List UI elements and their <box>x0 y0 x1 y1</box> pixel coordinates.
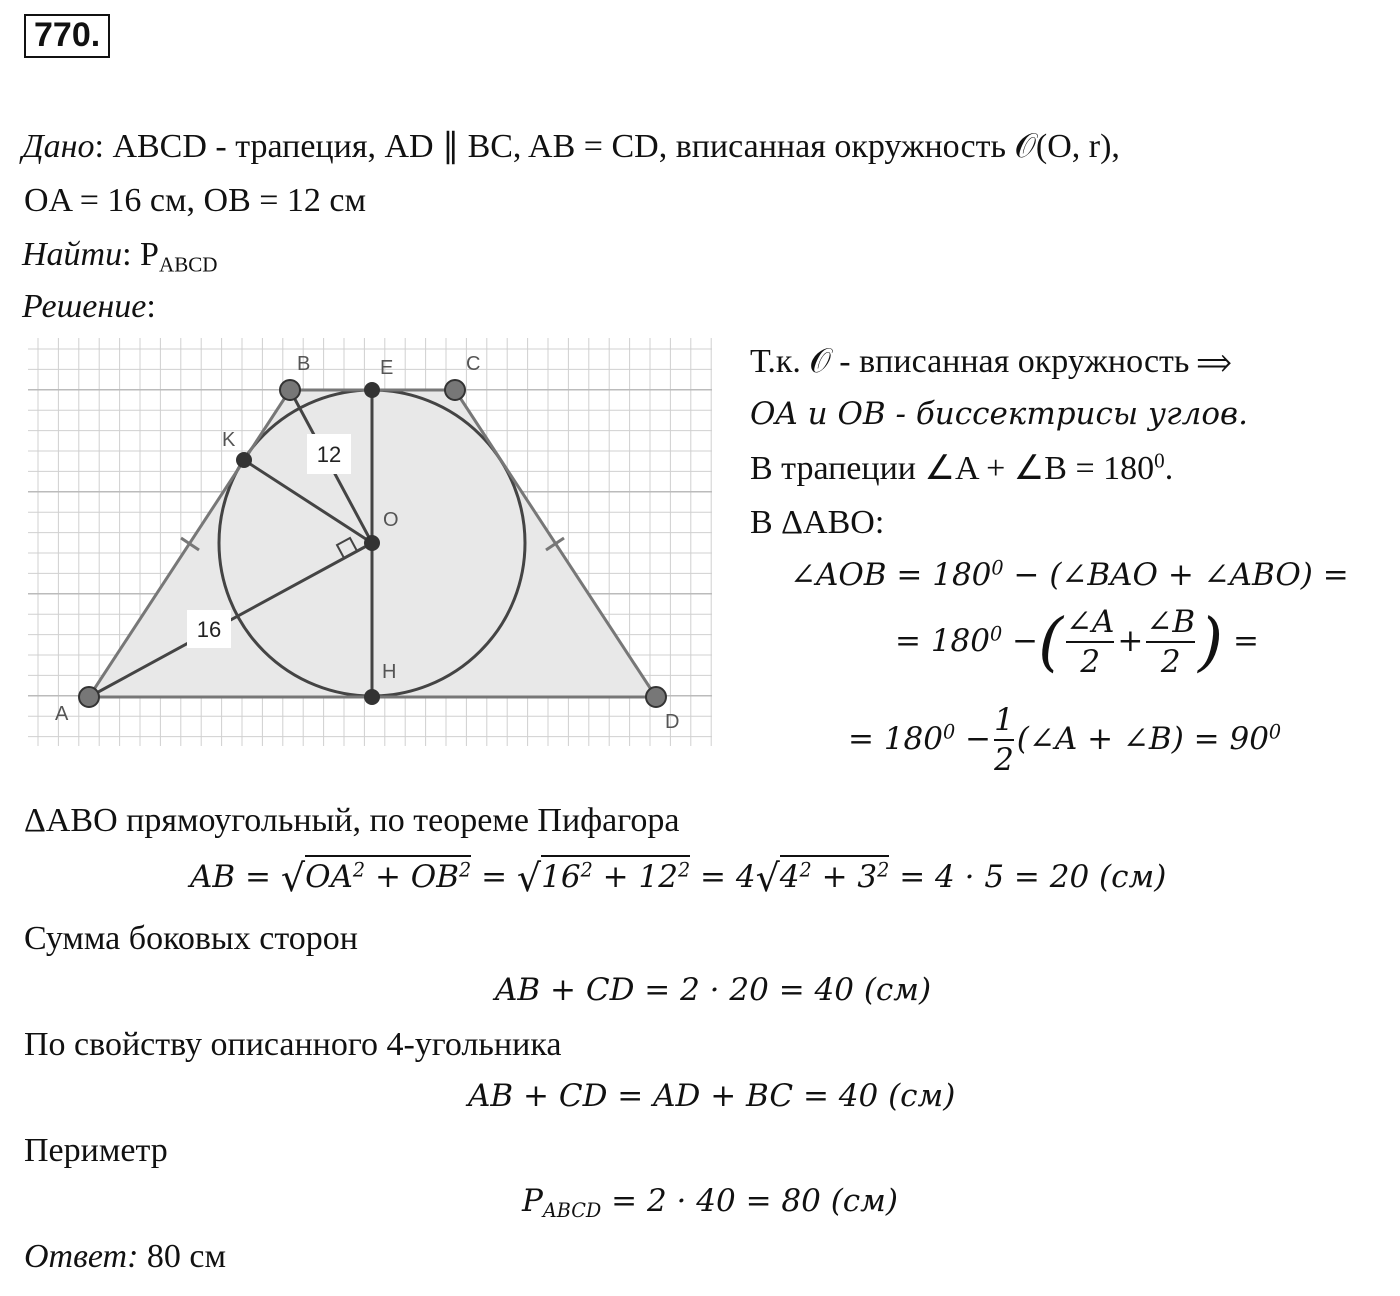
solution-colon: : <box>146 288 156 325</box>
r1-s2: 2 <box>459 858 472 882</box>
reason-5-sup: 0 <box>991 556 1004 580</box>
sqrt-4-3: $√4^2 + 3^2$ <box>755 856 890 900</box>
ab-lhs: AB = <box>190 859 281 895</box>
label-o: O <box>383 509 399 531</box>
frac2-num: ∠B <box>1146 604 1196 640</box>
point-b <box>280 380 300 400</box>
trapezoid-figure <box>0 0 720 760</box>
sqrt-16-12: $√16^2 + 12^2$ <box>516 856 691 900</box>
triangle-statement: ΔABO прямоугольный, по теореме Пифагора <box>24 802 680 839</box>
point-k <box>236 452 252 468</box>
r1-b: + OB <box>365 859 459 895</box>
reason-line-3 <box>750 448 1174 487</box>
sqrt-oa-ob: $√OA^2 + OB^2$ <box>280 856 472 900</box>
point-d <box>646 687 666 707</box>
reason-6b: − <box>1002 623 1039 660</box>
label-e: E <box>380 357 394 379</box>
ab-formula <box>190 856 1166 900</box>
property-label: По свойству описанного 4-угольника <box>24 1026 562 1063</box>
r2-a: 16 <box>541 859 581 895</box>
label-b: B <box>297 353 311 375</box>
reason-3a: В трапеции ∠A + ∠B = 180 <box>750 450 1155 487</box>
r2-s2: 2 <box>677 858 691 882</box>
frac2-den: 2 <box>1146 641 1195 681</box>
point-c <box>445 380 465 400</box>
r3-s1: 2 <box>799 858 812 882</box>
reason-5b: − (∠BAO + ∠ABO) = <box>1003 557 1349 593</box>
reason-line-2: OA и OB - биссектрисы углов. <box>750 396 1248 432</box>
reason-5a: ∠AOB = 180 <box>790 557 992 593</box>
label-d: D <box>665 711 680 733</box>
r1-s1: 2 <box>352 858 366 882</box>
reason-line-6 <box>895 605 1259 680</box>
property-formula: AB + CD = AD + BC = 40 (см) <box>468 1078 956 1114</box>
r2-b: + 12 <box>592 859 678 895</box>
sum-label: Сумма боковых сторон <box>24 920 358 957</box>
point-e <box>364 382 380 398</box>
reason-line-5 <box>790 556 1349 593</box>
length-label-oa: 16 <box>196 617 222 642</box>
find-sub: ABCD <box>158 252 218 277</box>
find-label: Найти <box>22 236 123 273</box>
frac3-den: 2 <box>994 739 1014 779</box>
reason-6a: = 180 <box>895 623 990 660</box>
perimeter-label: Периметр <box>24 1132 168 1169</box>
reason-7a: = 180 <box>848 721 943 758</box>
sum-formula: AB + CD = 2 · 20 = 40 (см) <box>495 972 932 1008</box>
given-text-1: : ABCD - трапеция, AD ∥ BC, AB = CD, вписанная окружность 𝒪(O, r), <box>94 128 1120 165</box>
label-k: K <box>222 429 236 451</box>
r1-a: OA <box>305 859 353 895</box>
reason-line-4: В ΔABO: <box>750 504 885 541</box>
r2-s1: 2 <box>580 858 593 882</box>
point-a <box>79 687 99 707</box>
r3-a: 4 <box>779 859 800 895</box>
fraction-a-half <box>1066 605 1114 680</box>
frac1-den: 2 <box>1066 641 1114 681</box>
ab-mid1: = <box>471 859 517 895</box>
reason-6-sup: 0 <box>990 622 1003 646</box>
answer-line <box>24 1240 226 1274</box>
perim-rest: = 2 · 40 = 80 (см) <box>601 1183 898 1219</box>
ab-mid2: = 4 <box>690 859 756 895</box>
reason-7-sup2: 0 <box>1268 720 1282 744</box>
answer-label: Ответ: <box>24 1238 139 1275</box>
fraction-b-half <box>1146 605 1195 680</box>
frac1-num: ∠A <box>1066 604 1115 640</box>
point-h <box>364 689 380 705</box>
answer-value: 80 см <box>138 1238 226 1275</box>
paren-open: ( <box>1038 605 1064 680</box>
label-a: A <box>55 703 69 725</box>
reason-7c: (∠A + ∠B) = 90 <box>1016 721 1269 758</box>
frac3-num: 1 <box>994 702 1014 738</box>
problem-number: 770. <box>24 14 110 58</box>
perim-sub: ABCD <box>542 1198 602 1222</box>
reason-line-7 <box>848 703 1281 778</box>
find-rest: : P <box>122 236 159 273</box>
given-label: Дано <box>22 128 95 165</box>
reason-3b: . <box>1164 450 1174 487</box>
given-line-2: OA = 16 см, OB = 12 см <box>24 182 367 219</box>
point-o <box>364 535 380 551</box>
solution-label: Решение <box>22 288 147 325</box>
ab-end: = 4 · 5 = 20 (см) <box>889 859 1167 895</box>
reason-line-1: Т.к. 𝒪 - вписанная окружность ⟹ <box>750 343 1232 380</box>
reason-6-plus: + <box>1117 623 1144 660</box>
perimeter-formula <box>522 1183 898 1222</box>
label-c: C <box>466 353 481 375</box>
perim-p: P <box>522 1183 543 1219</box>
reason-7b: − <box>955 721 992 758</box>
paren-close: ) <box>1198 605 1224 680</box>
reason-7-sup: 0 <box>943 720 956 744</box>
reason-3-sup: 0 <box>1154 448 1165 473</box>
reason-6-end: = <box>1232 623 1259 660</box>
r3-s2: 2 <box>877 858 890 882</box>
length-label-ob: 12 <box>316 442 342 467</box>
label-h: H <box>382 661 397 683</box>
fraction-one-half <box>994 703 1014 778</box>
r3-b: + 3 <box>811 859 878 895</box>
